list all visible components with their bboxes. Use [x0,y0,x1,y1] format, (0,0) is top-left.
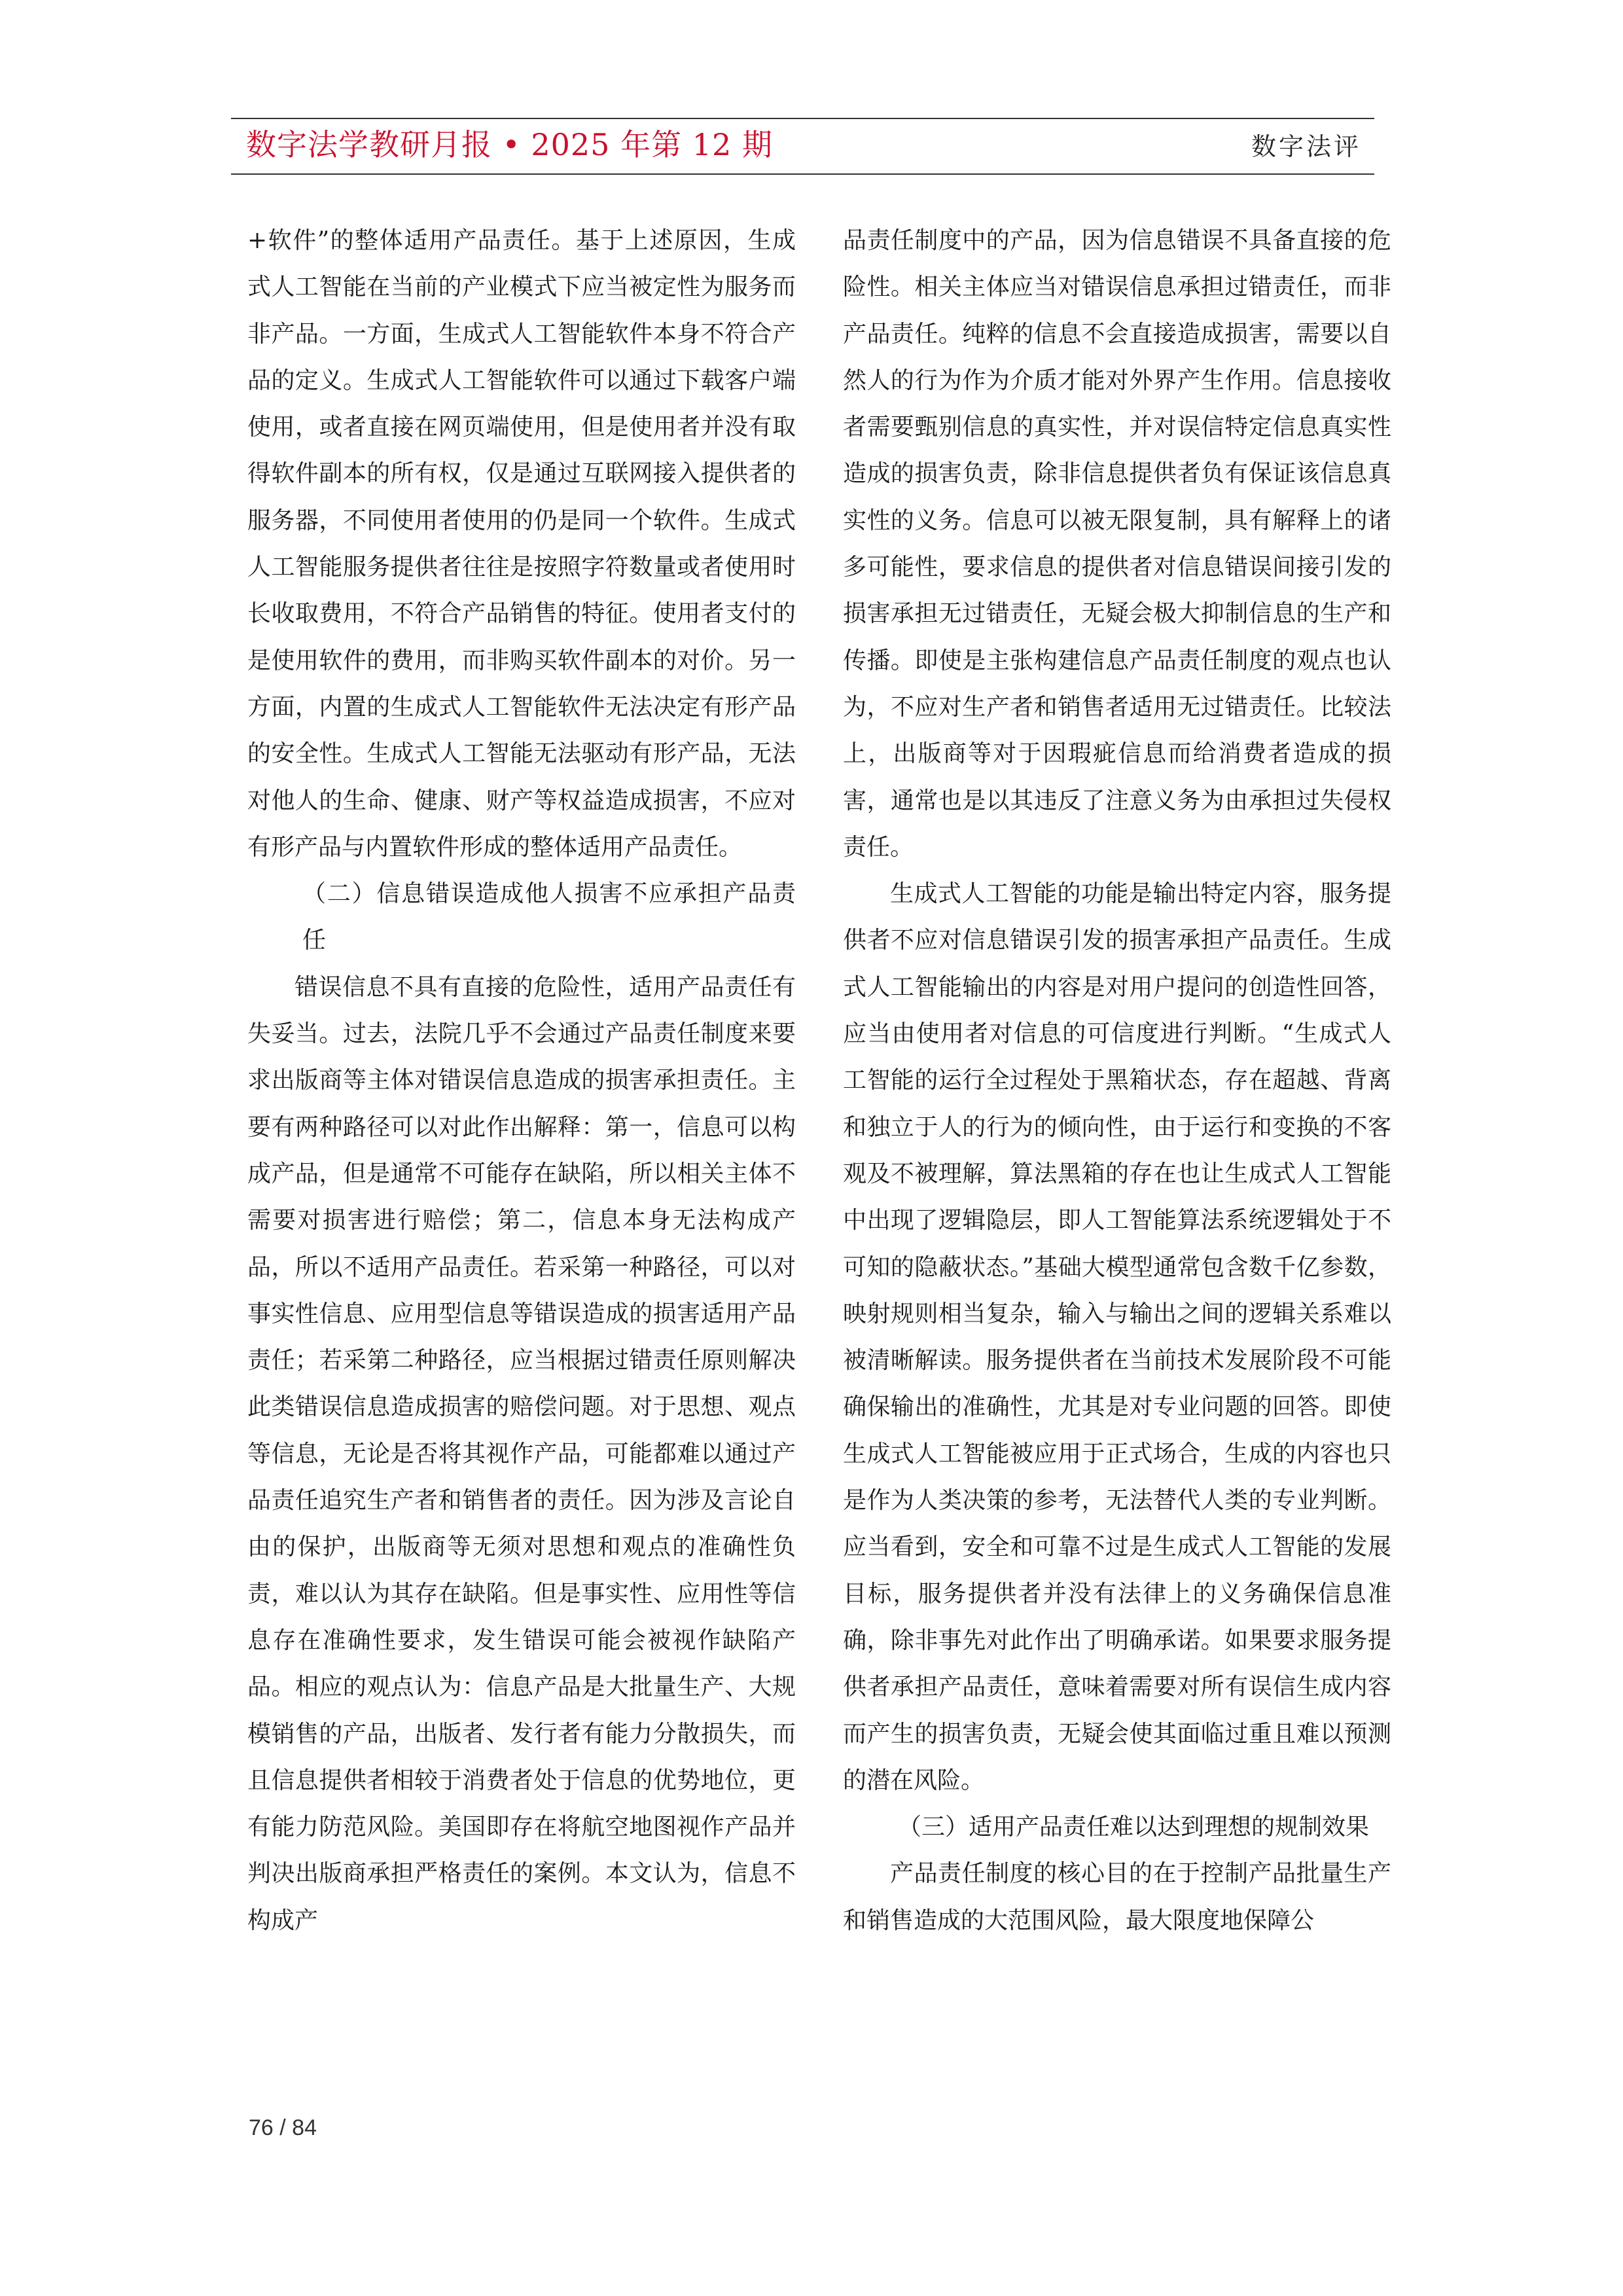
section-subheading: （三）适用产品责任难以达到理想的规制效果 [898,1814,1370,1841]
journal-title: 数字法学教研月报 • 2025 年第 12 期 [246,127,773,162]
right-column [843,217,1391,1944]
section-name: 数字法评 [1251,132,1362,161]
section-subheading: （二）信息错误造成他人损害不应承担产品责任 [302,880,796,954]
paragraph-continued: +软件”的整体适用产品责任。基于上述原因，生成式人工智能在当前的产业模式下应当被定性为服务而非产品。一方面，生成式人工智能软件本身不符合产品的定义。生成式人工智能软件可以通过下载客户端使用，或者直接在网页端使用，但是使用者并没有取得软件副本的所有权，仅是通过互联网接入提供者的服务器，不同使用者使用的仍是同一个软件。生成式人工智能服务提供者往往是按照字符数量或者使用时长收取费用，不符合产品销售的特征。使用者支付的是使用软件的费用，而非购买软件副本的对价。另一方面，内置的生成式人工智能软件无法决定有形产品的安全性。生成式人工智能无法驱动有形产品，无法对他人的生命、健康、财产等权益造成损害，不应对有形产品与内置软件形成的整体适用产品责任。 [247,227,796,861]
paragraph: 错误信息不具有直接的危险性，适用产品责任有失妥当。过去，法院几乎不会通过产品责任制度来要求出版商等主体对错误信息造成的损害承担责任。主要有两种路径可以对此作出解释：第一，信息可以构成产品，但是通常不可能存在缺陷，所以相关主体不需要对损害进行赔偿；第二，信息本身无法构成产品，所以不适用产品责任。若采第一种路径，可以对事实性信息、应用型信息等错误造成的损害适用产品责任；若采第二种路径，应当根据过错责任原则解决此类错误信息造成损害的赔偿问题。对于思想、观点等信息，无论是否将其视作产品，可能都难以通过产品责任追究生产者和销售者的责任。因为涉及言论自由的保护，出版商等无须对思想和观点的准确性负责，难以认为其存在缺陷。但是事实性、应用性等信息存在准确性要求，发生错误可能会被视作缺陷产品。相应的观点认为：信息产品是大批量生产、大规模销售的产品，出版者、发行者有能力分散损失，而且信息提供者相较于消费者处于信息的优势地位，更有能力防范风险。美国即存在将航空地图视作产品并判决出版商承担严格责任的案例。本文认为，信息不构成产 [247,973,796,1934]
left-column [247,217,796,1944]
header-top-rule [231,118,1374,119]
page-number: 76 / 84 [249,2115,317,2140]
header-bottom-rule [231,173,1374,175]
paragraph-continued: 品责任制度中的产品，因为信息错误不具备直接的危险性。相关主体应当对错误信息承担过错责任，而非产品责任。纯粹的信息不会直接造成损害，需要以自然人的行为作为介质才能对外界产生作用。信息接收者需要甄别信息的真实性，并对误信特定信息真实性造成的损害负责，除非信息提供者负有保证该信息真实性的义务。信息可以被无限复制，具有解释上的诸多可能性，要求信息的提供者对信息错误间接引发的损害承担无过错责任，无疑会极大抑制信息的生产和传播。即使是主张构建信息产品责任制度的观点也认为，不应对生产者和销售者适用无过错责任。比较法上，出版商等对于因瑕疵信息而给消费者造成的损害，通常也是以其违反了注意义务为由承担过失侵权责任。 [843,227,1391,861]
paragraph: 产品责任制度的核心目的在于控制产品批量生产和销售造成的大范围风险，最大限度地保障公 [843,1860,1391,1934]
paragraph: 生成式人工智能的功能是输出特定内容，服务提供者不应对信息错误引发的损害承担产品责任。生成式人工智能输出的内容是对用户提问的创造性回答，应当由使用者对信息的可信度进行判断。“生成式人工智能的运行全过程处于黑箱状态，存在超越、背离和独立于人的行为的倾向性，由于运行和变换的不客观及不被理解，算法黑箱的存在也让生成式人工智能中出现了逻辑隐层，即人工智能算法系统逻辑处于不可知的隐蔽状态。”基础大模型通常包含数千亿参数，映射规则相当复杂，输入与输出之间的逻辑关系难以被清晰解读。服务提供者在当前技术发展阶段不可能确保输出的准确性，尤其是对专业问题的回答。即使生成式人工智能被应用于正式场合，生成的内容也只是作为人类决策的参考，无法替代人类的专业判断。应当看到，安全和可靠不过是生成式人工智能的发展目标，服务提供者并没有法律上的义务确保信息准确，除非事先对此作出了明确承诺。如果要求服务提供者承担产品责任，意味着需要对所有误信生成内容而产生的损害负责，无疑会使其面临过重且难以预测的潜在风险。 [843,880,1391,1794]
